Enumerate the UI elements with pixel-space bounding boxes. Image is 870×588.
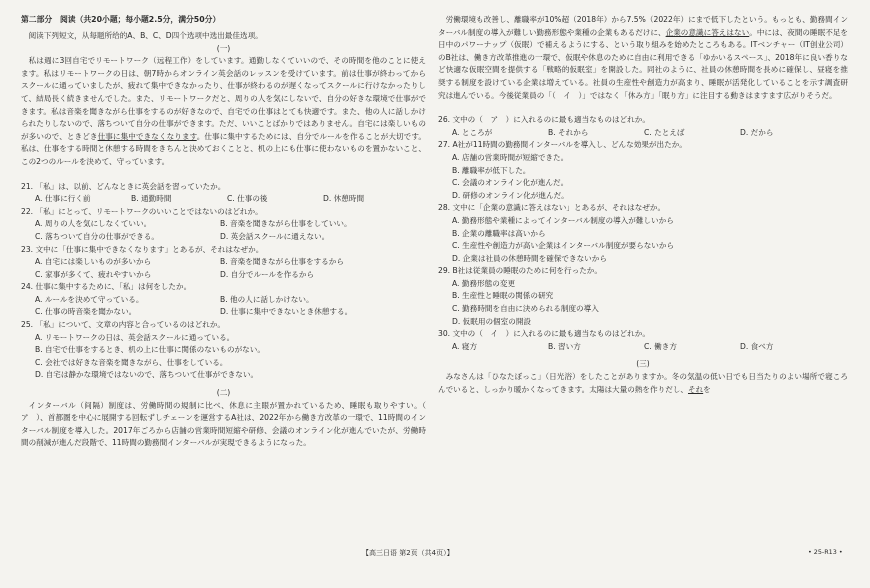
section-header xyxy=(21,14,220,25)
answer-option: A. 周りの人を気にしなくていい。 xyxy=(35,219,152,229)
answer-option: A. 自宅には楽しいものが多いから xyxy=(35,257,152,267)
questions-26-30 xyxy=(438,114,848,353)
answer-option: A. 店舗の営業時間が短縮できた。 xyxy=(452,152,569,162)
option-row xyxy=(35,269,426,282)
page-footer: 【高三日语 第2页（共4页）】 xyxy=(362,549,454,557)
instruction: 阅读下列短文，从每题所给的A、B、C、D四个选项中选出最佳选项。 xyxy=(28,31,263,40)
answer-option: C. 家事が多くて、疲れやすいから xyxy=(35,269,152,279)
passage-2-para2-end: 。中には、夜間の睡眠不足を日中のパワーナップ（仮眠）で補えるようにする、という取り組みを始めたところもある。ITベンチャー（IT创业公司）のB社は、働き方改革推進の一環で、仮眠や休息のために自由に利用できる「ゆかいるスペース」、2018年に良い香りなど快適な仮眠空間を提供する「戦略的仮眠室」を開設した。同社のように、社員の休憩時間を長めに確保し、昼寝を推奨する制度を設けている企業は増えている。社員の生産性や創造力が高まり、睡眠が活発化していることを示す調査研究は進んでいる。今後従業員の「（ イ ）」ではなく「休み方」「眠り方」に注目する動きはますます広がりそうだ。 xyxy=(438,27,849,100)
answer-option: D. だから xyxy=(740,127,774,137)
answer-option: B. 企業の離職率は高いから xyxy=(452,228,546,238)
answer-option: C. 仕事の時音楽を聞かない。 xyxy=(35,307,137,317)
answer-option: A. 寝方 xyxy=(452,341,478,351)
passage-1-underlined: 仕事に集中できなくなります xyxy=(97,131,197,141)
passage-2-para2-start: 労働環境も改善し、離職率が10%超（2018年）から7.5%（2022年）にまで低下したという。もっとも、勤務間インターバル制度の導入が難しい勤務形態や業種の企業もあるだけに、 xyxy=(438,15,848,37)
answer-option: B. 習い方 xyxy=(548,341,581,351)
answer-option: D. 自分でルールを作るから xyxy=(220,269,315,279)
answer-option: A. 勤務形態や業種によってインターバル制度の導入が難しいから xyxy=(452,215,674,225)
option-row xyxy=(35,193,426,206)
question-stem: 28. 文中に「企業の意識に答えはない」とあるが、それはなぜか。 xyxy=(438,203,666,213)
passage-1-body-end: 。仕事に集中するためには、自分でルールを作ることが大切です。私は、仕事をする時間と休憩する時間をきちんと決めておくことと、机の上にも仕事に使わないものを置かないこと、この2つのルールを決めて、守っています。 xyxy=(21,131,426,166)
answer-option: D. 食べ方 xyxy=(740,341,774,351)
passage-1-body: 私は週に3回自宅でリモートワーク（远程工作）をしています。通勤しなくていいので、その時間を他のことに使えます。私はリモートワークの日は、朝7時からオンライン英会話のレッスンを受けています。前は仕事が終わってからスクールに通っていましたが、疲れて集中できなかったり、仕事が終わるのが遅くなってスクールに行けなかったりして、結局長く続きませんでした。また、リモートワークだと、周りの人を気にしないで、自分の好きな環境で仕事ができます。私は音楽を聞きながら仕事をするのが好きなので、自宅での仕事はとても快適です。また、他の人に話しかけられたりしないので、落ちついて自分の仕事ができます。ただ、いいことばかりではありません。自宅には楽しいものが多いので、ときどき xyxy=(21,56,426,141)
answer-option: A. ところが xyxy=(452,127,493,137)
passage-2-underlined: 企業の意識に答えはない xyxy=(665,27,750,37)
question-stem: 27. A社が11時間の勤務間インターバルを導入し、どんな効果が出たか。 xyxy=(438,140,687,150)
answer-option: B. 自宅で仕事をするとき、机の上に仕事に関係のないものがない。 xyxy=(35,345,265,355)
answer-option: B. 音楽を聞きながら仕事をするから xyxy=(220,257,344,267)
right-column xyxy=(438,14,848,396)
spacer xyxy=(438,102,848,114)
answer-option: C. 会社では好きな音楽を聞きながら、仕事をしている。 xyxy=(35,357,228,367)
answer-option: A. リモートワークの日は、英会話スクールに通っている。 xyxy=(35,332,235,342)
passage-3-body: みなさんは「ひなたぼっこ」（日光浴）をしたことがありますか。冬の気温の低い日でも日当たりのよい場所で寝ころんでいると、しっかり暖かくなってきます。太陽は大量の熱を作りだし、 xyxy=(438,372,848,394)
answer-option: B. それから xyxy=(548,127,589,137)
passage-3-underlined: それ xyxy=(687,384,704,394)
section-title: 第二部分 阅读（共20小题；每小题2.5分，满分50分） xyxy=(21,15,221,24)
option-row xyxy=(35,306,426,319)
answer-option: D. 英会話スクールに通えない。 xyxy=(220,231,330,241)
answer-option: C. 会議のオンライン化が進んだ。 xyxy=(452,178,569,188)
option-row xyxy=(452,127,848,140)
spacer xyxy=(21,169,426,181)
answer-option: C. 生産性や創造力が高い企業はインターバル制度が要らないから xyxy=(452,241,675,251)
option-row xyxy=(35,218,426,231)
answer-option: A. ルールを決めて守っている。 xyxy=(35,294,144,304)
answer-option: C. 働き方 xyxy=(644,341,677,351)
option-row xyxy=(35,231,426,244)
answer-option: D. 企業は社員の休憩時間を確保できないから xyxy=(452,253,607,263)
answer-option: B. 離職率が低下した。 xyxy=(452,165,531,175)
question-stem: 23. 文中に「仕事に集中できなくなります」とあるが、それはなぜか。 xyxy=(21,244,264,254)
passage-1-number: (一) xyxy=(216,43,231,53)
answer-option: D. 研修のオンライン化が進んだ。 xyxy=(452,190,569,200)
answer-option: C. 落ちついて自分の仕事ができる。 xyxy=(35,231,159,241)
passage-2-number: (二) xyxy=(216,388,231,398)
answer-option: B. 生産性と睡眠の関係の研究 xyxy=(452,291,554,301)
answer-option: B. 他の人に話しかけない。 xyxy=(220,294,314,304)
answer-option: C. たとえば xyxy=(644,127,685,137)
answer-option: C. 勤務時間を自由に決められる制度の導入 xyxy=(452,304,599,314)
passage-3-number: (三) xyxy=(636,359,650,369)
question-stem: 25. 「私」について、文章の内容と合っているのはどれか。 xyxy=(21,320,226,330)
questions-21-25 xyxy=(21,181,426,383)
question-stem: 22. 「私」にとって、リモートワークのいいことではないのはどれか。 xyxy=(21,206,263,216)
option-row xyxy=(452,341,848,354)
answer-option: B. 通勤時間 xyxy=(131,194,172,204)
answer-option: B. 音楽を聞きながら仕事をしていい。 xyxy=(220,219,352,229)
passage-1-text xyxy=(21,55,426,168)
answer-option: A. 勤務形態の変更 xyxy=(452,278,516,288)
answer-option: D. 仕事に集中できないとき休憩する。 xyxy=(220,307,353,317)
exam-code: • 25-R13 • xyxy=(808,548,843,556)
passage-3-body-end: を xyxy=(703,384,711,394)
left-column xyxy=(21,30,434,450)
question-stem: 26. 文中の（ ア ）に入れるのに最も適当なものはどれか。 xyxy=(438,115,650,125)
answer-option: C. 仕事の後 xyxy=(227,194,268,204)
passage-2-para2 xyxy=(438,14,848,102)
question-stem: 30. 文中の（ イ ）に入れるのに最も適当なものはどれか。 xyxy=(438,329,650,339)
question-stem: 21. 「私」は、以前、どんなときに英会話を習っていたか。 xyxy=(21,181,226,191)
answer-option: D. 自宅は静かな環境ではないので、落ちついて仕事ができない。 xyxy=(35,370,259,380)
answer-option: D. 仮眠用の個室の開設 xyxy=(452,316,532,326)
passage-3-text xyxy=(438,371,848,396)
question-stem: 24. 仕事に集中するために、「私」は何をしたか。 xyxy=(21,282,192,292)
passage-2-text: インターバル（间隔）制度は、労働時間の規制に比べ、休息に主眼が置かれているため、睡眠も取りやすい。（ ア ）、首都圏を中心に展開する回転ずしチェーンを運営するA社は、2022年から働き方改革の一環で、11時間のインターバル制度を導入した。2017年ごろから店舗の営業時間短縮や研修、会議のオンライン化が進んでいたが、労働時間の削減が進んだ段階で、11時間の勤務間インターバルが実現できるようになった。 xyxy=(21,400,434,448)
question-stem: 29. B社は従業員の睡眠のために何を行ったか。 xyxy=(438,266,602,276)
option-row xyxy=(35,256,426,269)
answer-option: D. 休憩時間 xyxy=(323,194,365,204)
answer-option: A. 仕事に行く前 xyxy=(35,194,91,204)
option-row xyxy=(35,294,426,307)
